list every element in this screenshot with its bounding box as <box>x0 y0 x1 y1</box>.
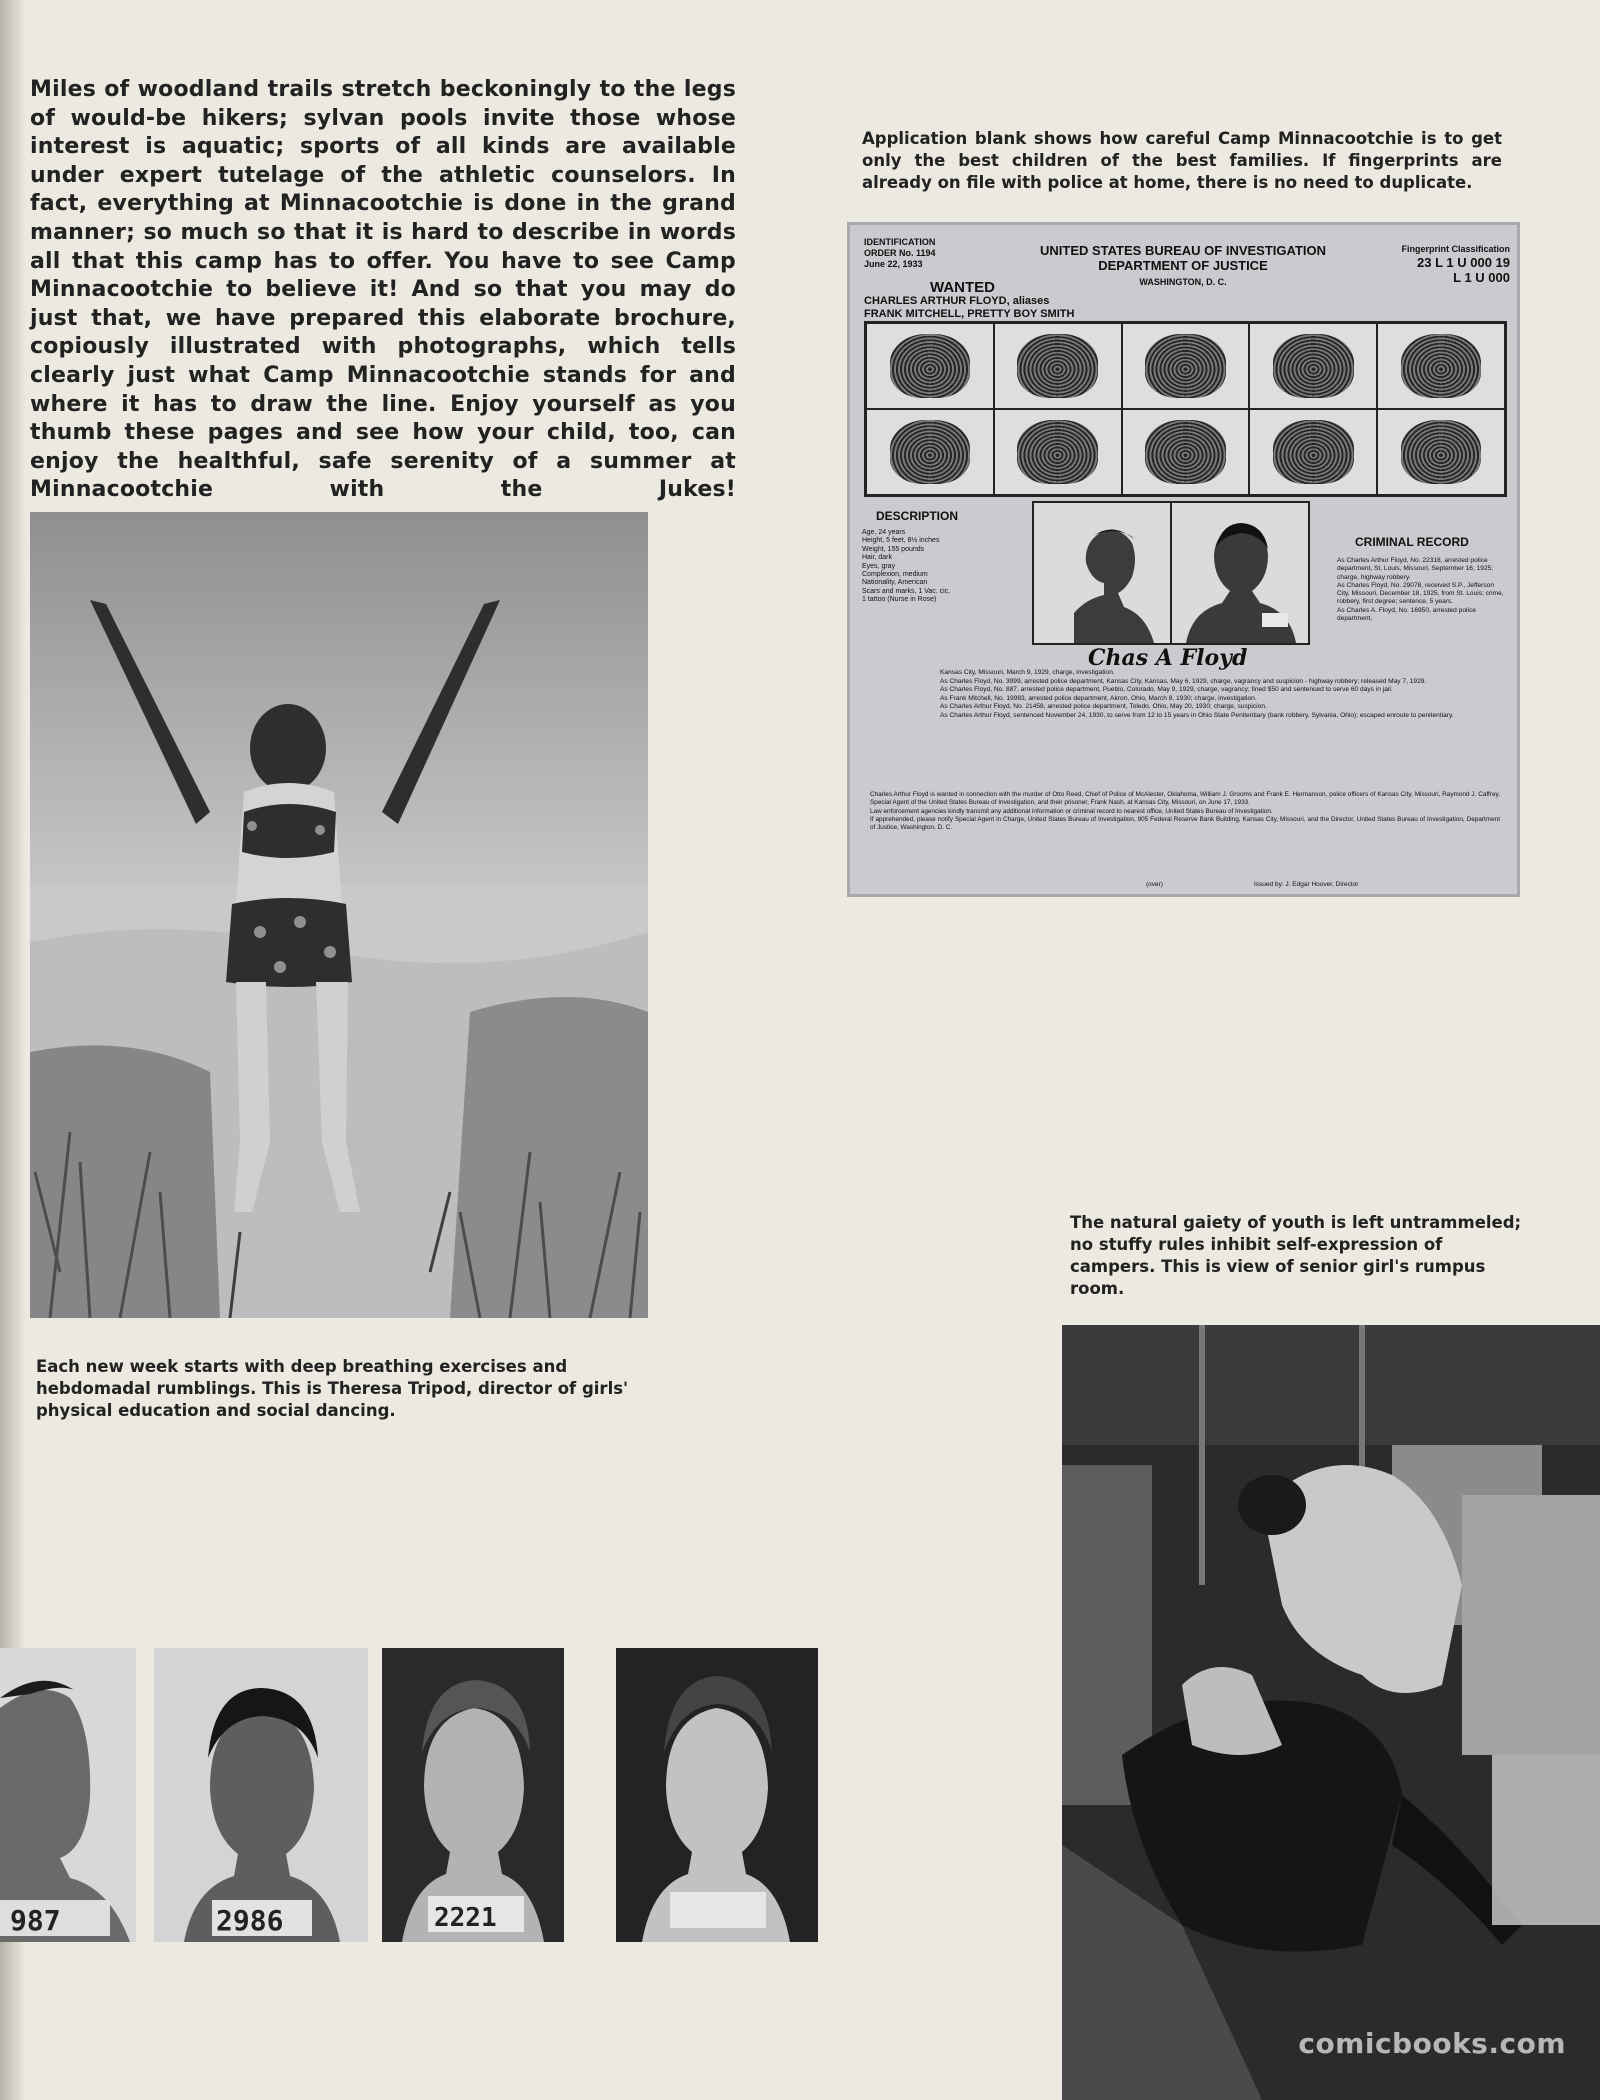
poster-footer-issued-by: Issued by: J. Edgar Hoover, Director <box>1254 881 1359 888</box>
mugshot-3 <box>382 1648 564 1942</box>
poster-signature: Chas A Floyd <box>1088 645 1248 671</box>
poster-criminal-record-title: CRIMINAL RECORD <box>1355 535 1469 549</box>
fingerprint-5 <box>1377 323 1505 409</box>
poster-name-line-1: CHARLES ARTHUR FLOYD, aliases <box>864 295 1050 307</box>
profile-photo-graphic <box>1034 503 1170 643</box>
poster-mugshot-profile <box>1032 501 1172 645</box>
poster-identification-block <box>864 237 936 270</box>
rumpus-room-photo <box>1062 1325 1600 2100</box>
poster-criminal-record: As Charles Arthur Floyd, No. 22318, arrested police department, St. Louis, Missouri, September 16, 1925; charge, highway robbery. As Charles Floyd, No. 29078, received S.P., Jefferson City, Missouri, December 18, 1925, from St. Louis; crime, robbery, first degree; sentence, 5 years. As Charles A. Floyd, No. 16950, arrested police department, <box>1337 557 1504 623</box>
application-blank-caption: Application blank shows how careful Camp Minnacootchie is to get only the best children of the best families. If fingerprints are already on file with police at home, there is no need to duplicate. <box>862 129 1502 192</box>
mugshot-4 <box>616 1648 818 1942</box>
poster-department: DEPARTMENT OF JUSTICE <box>1098 258 1268 273</box>
poster-mugshot-front <box>1170 501 1310 645</box>
mugshot-2-plate: 2986 <box>216 1904 284 1937</box>
poster-identification-label: IDENTIFICATION <box>864 237 936 247</box>
mugshot-1-plate: 987 <box>10 1904 61 1937</box>
fingerprint-1 <box>866 323 994 409</box>
mugshot-4-graphic <box>616 1648 818 1942</box>
poster-classification-line-1: 23 L 1 U 000 19 <box>1417 255 1510 270</box>
mugshot-3-plate: 2221 <box>434 1903 497 1933</box>
fingerprint-9 <box>1249 409 1377 495</box>
fingerprint-grid <box>864 321 1507 497</box>
poster-agency-header <box>1018 243 1348 290</box>
beach-photo <box>30 512 648 1318</box>
poster-arrest-records: Kansas City, Missouri, March 9, 1929, charge, investigation. As Charles Floyd, No. 3999, arrested police department, Kansas City, Kansas, May 6, 1929, charge, vagrancy and suspicion - highway robbery; released May 7, 1929. As Charles Floyd, No. 887, arrested police department, Pueblo, Colorado, May 9, 1929, charge, vagrancy; fined $50 and sentenced to serve 60 days in jail. As Frank Mitchell, No. 19983, arrested police department, Akron, Ohio, March 8, 1930; charge, investigation. As Charles Arthur Floyd, No. 21458, arrested police department, Toledo, Ohio, May 20, 1930; charge, suspicion. As Charles Arthur Floyd, sentenced November 24, 1930, to serve from 12 to 15 years in Ohio State Penitentiary (bank robbery, Sylvania, Ohio); escaped enroute to penitentiary. <box>940 669 1454 719</box>
poster-order-number: ORDER No. 1194 <box>864 248 936 258</box>
poster-notice-body: Charles Arthur Floyd is wanted in connection with the murder of Otto Reed, Chief of Police of McAlester, Oklahoma, William J. Grooms and Frank E. Hermanson, police officers of Kansas City, Missouri, Raymond J. Caffrey, Special Agent of the United States Bureau of Investigation, and their prisoner, Frank Nash, at Kansas City, Missouri, on June 17, 1933. Law enforcement agencies kindly transmit any additional information or criminal record to nearest office, United States Bureau of Investigation. If apprehended, please notify Special Agent in Charge, United States Bureau of Investigation, 905 Federal Reserve Bank Building, Kansas City, Missouri, and the Director, United States Bureau of Investigation, Department of Justice, Washington, D. C. <box>870 791 1500 832</box>
poster-wanted-title: WANTED <box>930 279 995 296</box>
fingerprint-10 <box>1377 409 1505 495</box>
fingerprint-2 <box>994 323 1122 409</box>
poster-footer-over: (over) <box>1146 881 1163 888</box>
poster-classification-label: Fingerprint Classification <box>1401 244 1510 254</box>
fingerprint-8 <box>1122 409 1250 495</box>
poster-date: June 22, 1933 <box>864 259 923 269</box>
wanted-poster <box>847 222 1520 897</box>
breathing-exercise-caption: Each new week starts with deep breathing exercises and hebdomadal rumblings. This is Theresa Tripod, director of girls' physical education and social dancing. <box>36 1357 629 1420</box>
poster-bureau: UNITED STATES BUREAU OF INVESTIGATION <box>1039 243 1326 258</box>
fingerprint-4 <box>1249 323 1377 409</box>
mugshot-1-graphic <box>0 1648 136 1942</box>
fingerprint-6 <box>866 409 994 495</box>
poster-city: WASHINGTON, D. C. <box>1139 277 1227 287</box>
rumpus-room-graphic <box>1062 1325 1600 2100</box>
poster-name-line-2: FRANK MITCHELL, PRETTY BOY SMITH <box>864 308 1075 320</box>
mugshot-3-graphic <box>382 1648 564 1942</box>
front-photo-graphic <box>1172 503 1308 643</box>
poster-classification-line-2: L 1 U 000 <box>1453 270 1510 285</box>
mugshot-2 <box>154 1648 368 1942</box>
watermark: comicbooks.com <box>1298 2027 1566 2060</box>
poster-fingerprint-classification <box>1370 243 1510 285</box>
fingerprint-7 <box>994 409 1122 495</box>
mugshot-1 <box>0 1648 136 1942</box>
mugshot-2-graphic <box>154 1648 368 1942</box>
fingerprint-3 <box>1122 323 1250 409</box>
beach-photo-graphic <box>30 512 648 1318</box>
poster-names <box>864 295 1074 321</box>
intro-paragraph: Miles of woodland trails stretch beckoningly to the legs of would-be hikers; sylvan pools invite those whose interest is aquatic; sports of all kinds are available under expert tutelage of the athletic counselors. In fact, everything at Minnacootchie is done in the grand manner; so much so that it is hard to describe in words all that this camp has to offer. You have to see Camp Minnacootchie to believe it! And so that you may do just that, we have prepared this elaborate brochure, copiously illustrated with photographs, which tells clearly just what Camp Minnacootchie stands for and where it has to draw the line. Enjoy yourself as you thumb these pages and see how your child, too, can enjoy the healthful, safe serenity of a summer at Minnacootchie with the Jukes! <box>30 77 736 503</box>
poster-description: Age, 24 years Height, 5 feet, 8½ inches Weight, 155 pounds Hair, dark Eyes, gray Complexion, medium Nationality, American Scars and marks, 1 Vac. cic. 1 tattoo (Nurse in Rose) <box>862 529 951 604</box>
poster-description-title: DESCRIPTION <box>876 509 959 523</box>
rumpus-room-caption: The natural gaiety of youth is left untrammeled; no stuffy rules inhibit self-expression of campers. This is view of senior girl's rumpus room. <box>1070 1213 1522 1298</box>
